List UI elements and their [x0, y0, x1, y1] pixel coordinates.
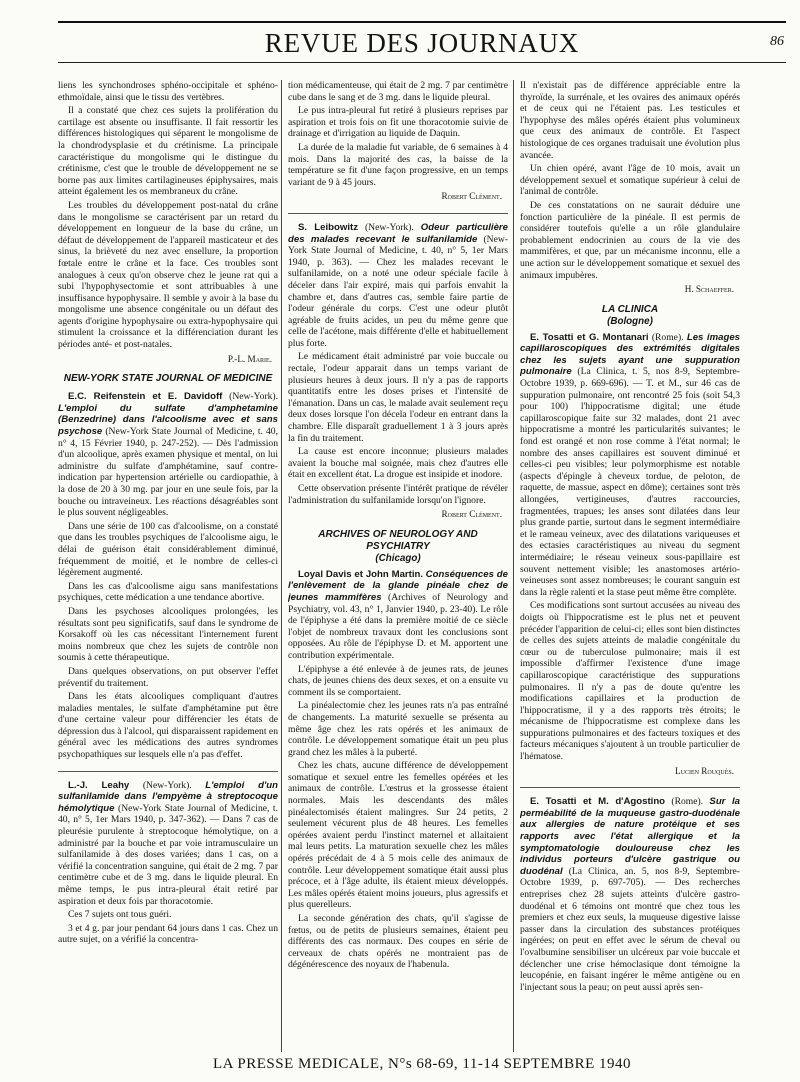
- article-authors: E.C. Reifenstein et E. Davidoff: [68, 391, 223, 403]
- journal-city: (Chicago): [375, 552, 421, 564]
- paragraph: Dans les cas d'alcoolisme aigu sans manifestations psychiques, cette médication a une tendance abortive.: [58, 580, 278, 604]
- section-divider: [288, 213, 508, 214]
- journal-city: (Bologne): [607, 315, 653, 327]
- paragraph: Il a constaté que chez ces sujets la prolifération du cartilage est absente ou insuffisante. Il fait ressortir les différences histologiques qui séparent le mongolisme de la chondrodysplasie et du crétinisme. La principale caractéristique du mongolisme qui le distingue du crétinisme, c'est que le trouble de développement ne se borne pas aux limites cartilagineuses épiphysaires, mais atteint également les os membraneux du crâne.: [58, 105, 278, 198]
- paragraph: Les troubles du développement post-natal du crâne dans le mongolisme se caractérisent par un retard du développement en longueur de la base du crâne, un défaut de développement de l'appareil masticateur et des sinus, la brièveté du nez avec ensellure, la proportion fœtale entre le crâne et la face. Ces troubles sont analogues à ceux qu'on observe chez le jeune rat qui a subi l'hypophysectomie et sont attribuables à une insuffisance hypophysaire. Il semble y avoir à la base du mongolisme une absence congénitale ou un défaut des agents d'origine hypophysaire ou extra-hypophysaire qui stimulent la croissance et la différenciation durant les périodes anté- et post-natales.: [58, 199, 278, 351]
- article-title: Conséquences de l'enlèvement de la glande pinéale chez de jeunes mammifères: [288, 568, 508, 603]
- paragraph: Dans une série de 100 cas d'alcoolisme, on a constaté que dans les troubles psychiques de l'alcoolisme aigu, le délai de guérison était considérablement diminué, fréquemment de moitié, et le nombre de celles-ci légèrement augmenté.: [58, 520, 278, 579]
- article-title: L'emploi du sulfate d'amphetamine (Benzedrine) dans l'alcoolisme avec et sans psychose: [58, 402, 278, 438]
- author-signature: Robert Clément.: [441, 509, 502, 520]
- article-abstract: [288, 569, 508, 662]
- column-divider: [513, 80, 514, 1052]
- footer-text: LA PRESSE MEDICALE, N°s 68-69, 11-14 SEPTEMBRE 1940: [212, 1056, 632, 1072]
- paragraph: tion médicamenteuse, qui était de 2 mg. 7 par centimètre cube dans le sang et de 3 mg. dans le liquide pleural.: [288, 80, 508, 103]
- article-abstract: [58, 391, 278, 519]
- top-rule: [58, 21, 786, 23]
- author-location: (New-York).: [364, 221, 414, 233]
- article-body: (La Clinica, an. 5, nos 8-9, Septembre-Octobre 1939, p. 697-705). — Des recherches entreprises chez 28 sujets atteints d'ulcère gastro-duodénal et 6 témoins ont montré que chez tous les premiers et chez eux seuls, la muqueuse digestive laisse passer dans la circulation des substances protéiques ingérées; on peut en effet avec le sérum de cheval ou l'ovalbumine sensibiliser un ulcéreux par voie buccale et déclencher une crise hémoclasique dont témoigne la leucopénie, en faisant ingérer le même antigène ou en l'injectant sous la peau; on peut aussi après sen-: [520, 865, 740, 993]
- paragraph: Ces modifications sont surtout accusées au niveau des doigts où l'hippocratisme est le plus net et peuvent précéder l'apparition de celui-ci; elles sont bien distinctes de celles des sujets atteints de maladie congénitale du cœur ou de tuberculose pulmonaire; mais il est impossible d'affirmer l'existence d'une image capillaroscopique caractéristique des suppurations pulmonaires. Il n'y a pas de doute qu'entre les modifications capillaires et la production de l'hippocratisme, il y a des rapports très étroits; le mécanisme de l'hippocratisme est complexe dans les suppurations pulmonaires et des facteurs toxiques et des facteurs mécaniques s'ajoutent à un trouble particulier de l'hématose.: [520, 600, 740, 763]
- paragraph: Dans les psychoses alcooliques prolongées, les résultats sont peu significatifs, sauf dans le syndrome de Korsakoff où les cas nécessitant l'internement furent moins nombreux que chez les sujets de contrôle non soumis à cette thérapeutique.: [58, 605, 278, 664]
- article-authors: E. Tosatti et M. d'Agostino: [530, 796, 666, 808]
- header-rule: [58, 62, 786, 63]
- author-location: (New-York).: [229, 391, 278, 403]
- article-abstract: [288, 222, 508, 350]
- paragraph: Dans les états alcooliques compliquant d'autres maladies mentales, le sulfate d'amphétamine put être d'une certaine valeur pour différencier les états de dépression dus à l'alcool, qui disparaissent rapidement en général avec les médications des autres syndromes psychopathiques sur lesquels elle n'a pas d'effet.: [58, 691, 278, 761]
- section-divider: [58, 771, 278, 772]
- author-signature: Lucien Rouquès.: [675, 765, 734, 776]
- author-location: (Rome).: [671, 796, 704, 808]
- article-body: (New-York State Journal of Medicine, t. 40, n° 5, 1er Mars 1940, p. 347-362). — Dans 7 cas de pleurésie purulente à streptocoque hémolytique, on a administré par la bouche et par voie intramusculaire un sulfanilamide à des doses variées; dans 1 cas, on a vérifié la concentration sanguine, qui était de 2 mg. 7 par centimètre cube et de 3 mg. dans le liquide pleural. En même temps, le pus intra-pleural était retiré par aspiration et deux fois par thoracotomie.: [58, 802, 278, 907]
- author-signature: Robert Clément.: [441, 191, 502, 202]
- paragraph: La pinéalectomie chez les jeunes rats n'a pas entraîné de changements. La maturité sexuelle se présenta au même âge chez les rats opérés et les animaux de contrôle. Le développement somatique était un peu plus grand chez les mâles à la puberté.: [288, 700, 508, 758]
- paragraph: Le médicament était administré par voie buccale ou rectale, l'odeur apparait dans un temps variant de plusieurs heures à deux jours. Il n'y a pas de rapports quantitatifs entre les doses prises et l'intensité de l'émanation. Dans un cas, le malade avait seulement reçu deux doses lorsque l'on décela l'odeur en entrant dans la chambre. Elle disparaît graduellement 1 à 3 jours après la fin du traitement.: [288, 351, 508, 444]
- paragraph: La durée de la maladie fut variable, de 6 semaines à 4 mois. Dans la majorité des cas, la baisse de la température se fit d'une façon progressive, en un temps variant de 9 à 45 jours.: [288, 141, 508, 188]
- paragraph: De ces constatations on ne saurait déduire une fonction particulière de la pinéale. Il est permis de considérer toutefois qu'elle a un rôle glandulaire probablement endocrinien au cours de la vie des mammifères, et que, par un mécanisme inconnu, elle a une action sur le développement somatique et sexuel des animaux impubères.: [520, 199, 740, 281]
- journal-heading: LA CLINICA: [601, 303, 659, 315]
- article-body: (La Clinica, t. 5, nos 8-9, Septembre-Octobre 1939, p. 669-696). — T. et M., sur 46 cas de suppuration pulmonaire, ont rencontré 25 fois (soit 54,3 pour 100) l'hippocratisme digital; une étude capillaroscopique faite sur 32 malades, dont 21 avec hippocratisme a montré les particularités suivantes; le fond est orangé et non rose comme à l'état normal; le nombre des anses capillaires est souvent diminué et celles-ci peu visibles; leur polymorphisme est notable (aspects d'épingle à cheveux tordue, de peloton, de raquette, de massue, aspect en dôme); certaines sont très allongées, vertigineuses, d'autres raccourcies, fragmentées, trapues; les anses sont dilatées dans leur plus grande partie, surtout dans le segment intermédiaire et le rameau veineux, avec des dilatations variqueuses et des ectasies caractéristiques au niveau du segment intermédiaire; le réseau veineux sous-papillaire est souvent nettement visible; les anastomoses artério-veineuses sont assez nombreuses; le courant sanguin est dans la règle ralenti et la stase peut même être complète.: [520, 366, 740, 598]
- column-divider: [281, 80, 282, 1052]
- paragraph: Cette observation présente l'intérêt pratique de révéler l'administration du sulfanilamide lorsqu'on l'ignore.: [288, 483, 508, 506]
- article-body: (Archives of Neurology and Psychiatry, vol. 43, n° 1, Janvier 1940, p. 23-40). Le rôle de l'épiphyse a été dans la première moitié de ce siècle l'objet de nombreux travaux dont les conclusions sont opposées. Au rôle de l'épiphyse D. et M. apportent une contribution expérimentale.: [288, 591, 508, 661]
- paragraph: Chez les chats, aucune différence de développement somatique et sexuel entre les femelles opérées et les animaux de contrôle. L'œstrus et la grossesse étaient normales. Mais les descendants des mâles pinéalectomisés étaient malingres. Sur 24 petits, 2 seulement vécurent plus de 48 heures. Les femelles opérées avaient perdu l'instinct maternel et allaitaient mal leurs petits. La maturation sexuelle chez les mâles opérés précédait de 4 à 5 mois celle des animaux de contrôle. Leur développement somatique était aussi plus précoce, et à l'âge adulte, ils étaient mieux développés. Les mâles opérés étaient moins joueurs, plus agressifs et plus querelleurs.: [288, 760, 508, 911]
- article-title: Les images capillaroscopiques des extrémités digitales chez les sujets ayant une suppuration pulmonaire: [520, 331, 740, 378]
- column-1: [58, 80, 278, 1053]
- paragraph: Il n'existait pas de différence appréciable entre la thyroïde, la surrénale, et les ovaires des animaux opérés et de ceux qui ne l'étaient pas. Les testicules et l'hypophyse des mâles opérés étaient plus volumineux que ceux des animaux de contrôle. Et l'aspect histologique de ces organes traduisait une évolution plus avancée.: [520, 80, 740, 161]
- paragraph: liens les synchondroses sphéno-occipitale et sphéno-ethmoïdale, ainsi que le tissu des vertèbres.: [58, 80, 278, 103]
- article-body: (New-York State Journal of Medicine, t. 40, n° 4, 15 Février 1940, p. 247-252). — Dès l'admission d'un alcoolique, après examen physique et mental, on lui administre du sulfate d'amphétamine, sauf contre-indication par hypertension artérielle ou cardiopathie, à la dose de 20 à 30 mg. par jour en une seule fois, par la bouche ou intraveineux. Les réactions désagréables sont le plus souvent négligeables.: [58, 426, 278, 519]
- article-title: Sur la perméabilité de la muqueuse gastro-duodénale aux allergies de nature protéique et ses rapports avec l'état allergique et la symptomatologie douloureuse chez les individus porteurs d'ulcère gastrique ou duodénal: [520, 796, 740, 877]
- author-signature: P.-L. Marie.: [227, 353, 272, 364]
- article-abstract: [520, 796, 740, 993]
- article-title: L'emploi d'un sulfanilamide dans l'empyème à streptocoque hémolytique: [58, 779, 278, 814]
- paragraph: Ces 7 sujets ont tous guéri.: [68, 909, 172, 921]
- page-title: REVUE DES JOURNAUX: [264, 28, 580, 58]
- article-authors: S. Leibowitz: [298, 221, 358, 233]
- author-signature: H. Schaeffer.: [684, 284, 734, 295]
- article-authors: E. Tosatti et G. Montanari: [530, 331, 649, 343]
- journal-heading: NEW-YORK STATE JOURNAL OF MEDICINE: [63, 373, 273, 385]
- page-footer: [58, 1056, 786, 1073]
- paragraph: Un chien opéré, avant l'âge de 10 mois, avait un développement sexuel et somatique supérieur à celui de l'animal de contrôle.: [520, 163, 740, 198]
- journal-heading: ARCHIVES OF NEUROLOGY AND PSYCHIATRY: [318, 528, 478, 552]
- page-number: 86: [770, 34, 784, 49]
- paragraph: 3 et 4 g. par jour pendant 64 jours dans 1 cas. Chez un autre sujet, on a vérifié la concentra-: [58, 922, 278, 946]
- page-header: [58, 28, 786, 58]
- article-abstract: [520, 332, 740, 599]
- article-authors: Loyal Davis et John Martin.: [298, 568, 424, 580]
- section-divider: [520, 787, 740, 788]
- article-title: Odeur particulière des malades recevant le sulfanilamide: [288, 221, 508, 245]
- paragraph: La seconde génération des chats, qu'il s'agisse de fœtus, ou de petits de plusieurs semaines, étaient peu différents des cas normaux. Des coupes en série de cerveaux de chats opérés ne montraient pas de dégénérescence des noyaux de l'habenula.: [288, 913, 508, 971]
- paragraph: L'épiphyse a été enlevée à de jeunes rats, de jeunes chats, de jeunes chiens des deux sexes, et on a ensuite vu comment ils se comportaient.: [288, 663, 508, 698]
- author-location: (New-York).: [142, 779, 192, 791]
- paragraph: La cause est encore inconnue; plusieurs malades avaient la bouche mal soignée, mais chez d'autres elle était en excellent état. La drogue est insipide et inodore.: [288, 446, 508, 481]
- paragraph: Le pus intra-pleural fut retiré à plusieurs reprises par aspiration et trois fois on fit une thoracotomie suivie de drainage et d'irrigation au liquide de Daquin.: [288, 105, 508, 140]
- article-body: (New-York State Journal of Medicine, t. 40, n° 5, 1er Mars 1940, p. 363). — Chez les malades recevant le sulfanilamide, on a noté une odeur spéciale facile à déceler dans l'air expiré, mais qui parfois envahit la chambre et, dans d'autres cas, semble faire partie de l'odeur générale du corps. C'est une odeur plutôt agréable de fruits acides, un peu du même genre que celle de l'acétone, mais différente d'elle et habituellement plus forte.: [288, 233, 508, 349]
- article-authors: L.-J. Leahy: [68, 779, 130, 791]
- article-abstract: [58, 780, 278, 908]
- paragraph: Dans quelques observations, on put observer l'effet préventif du traitement.: [58, 665, 278, 689]
- column-3: [520, 80, 740, 1053]
- author-location: (Rome).: [651, 331, 684, 343]
- column-2: [288, 80, 508, 1053]
